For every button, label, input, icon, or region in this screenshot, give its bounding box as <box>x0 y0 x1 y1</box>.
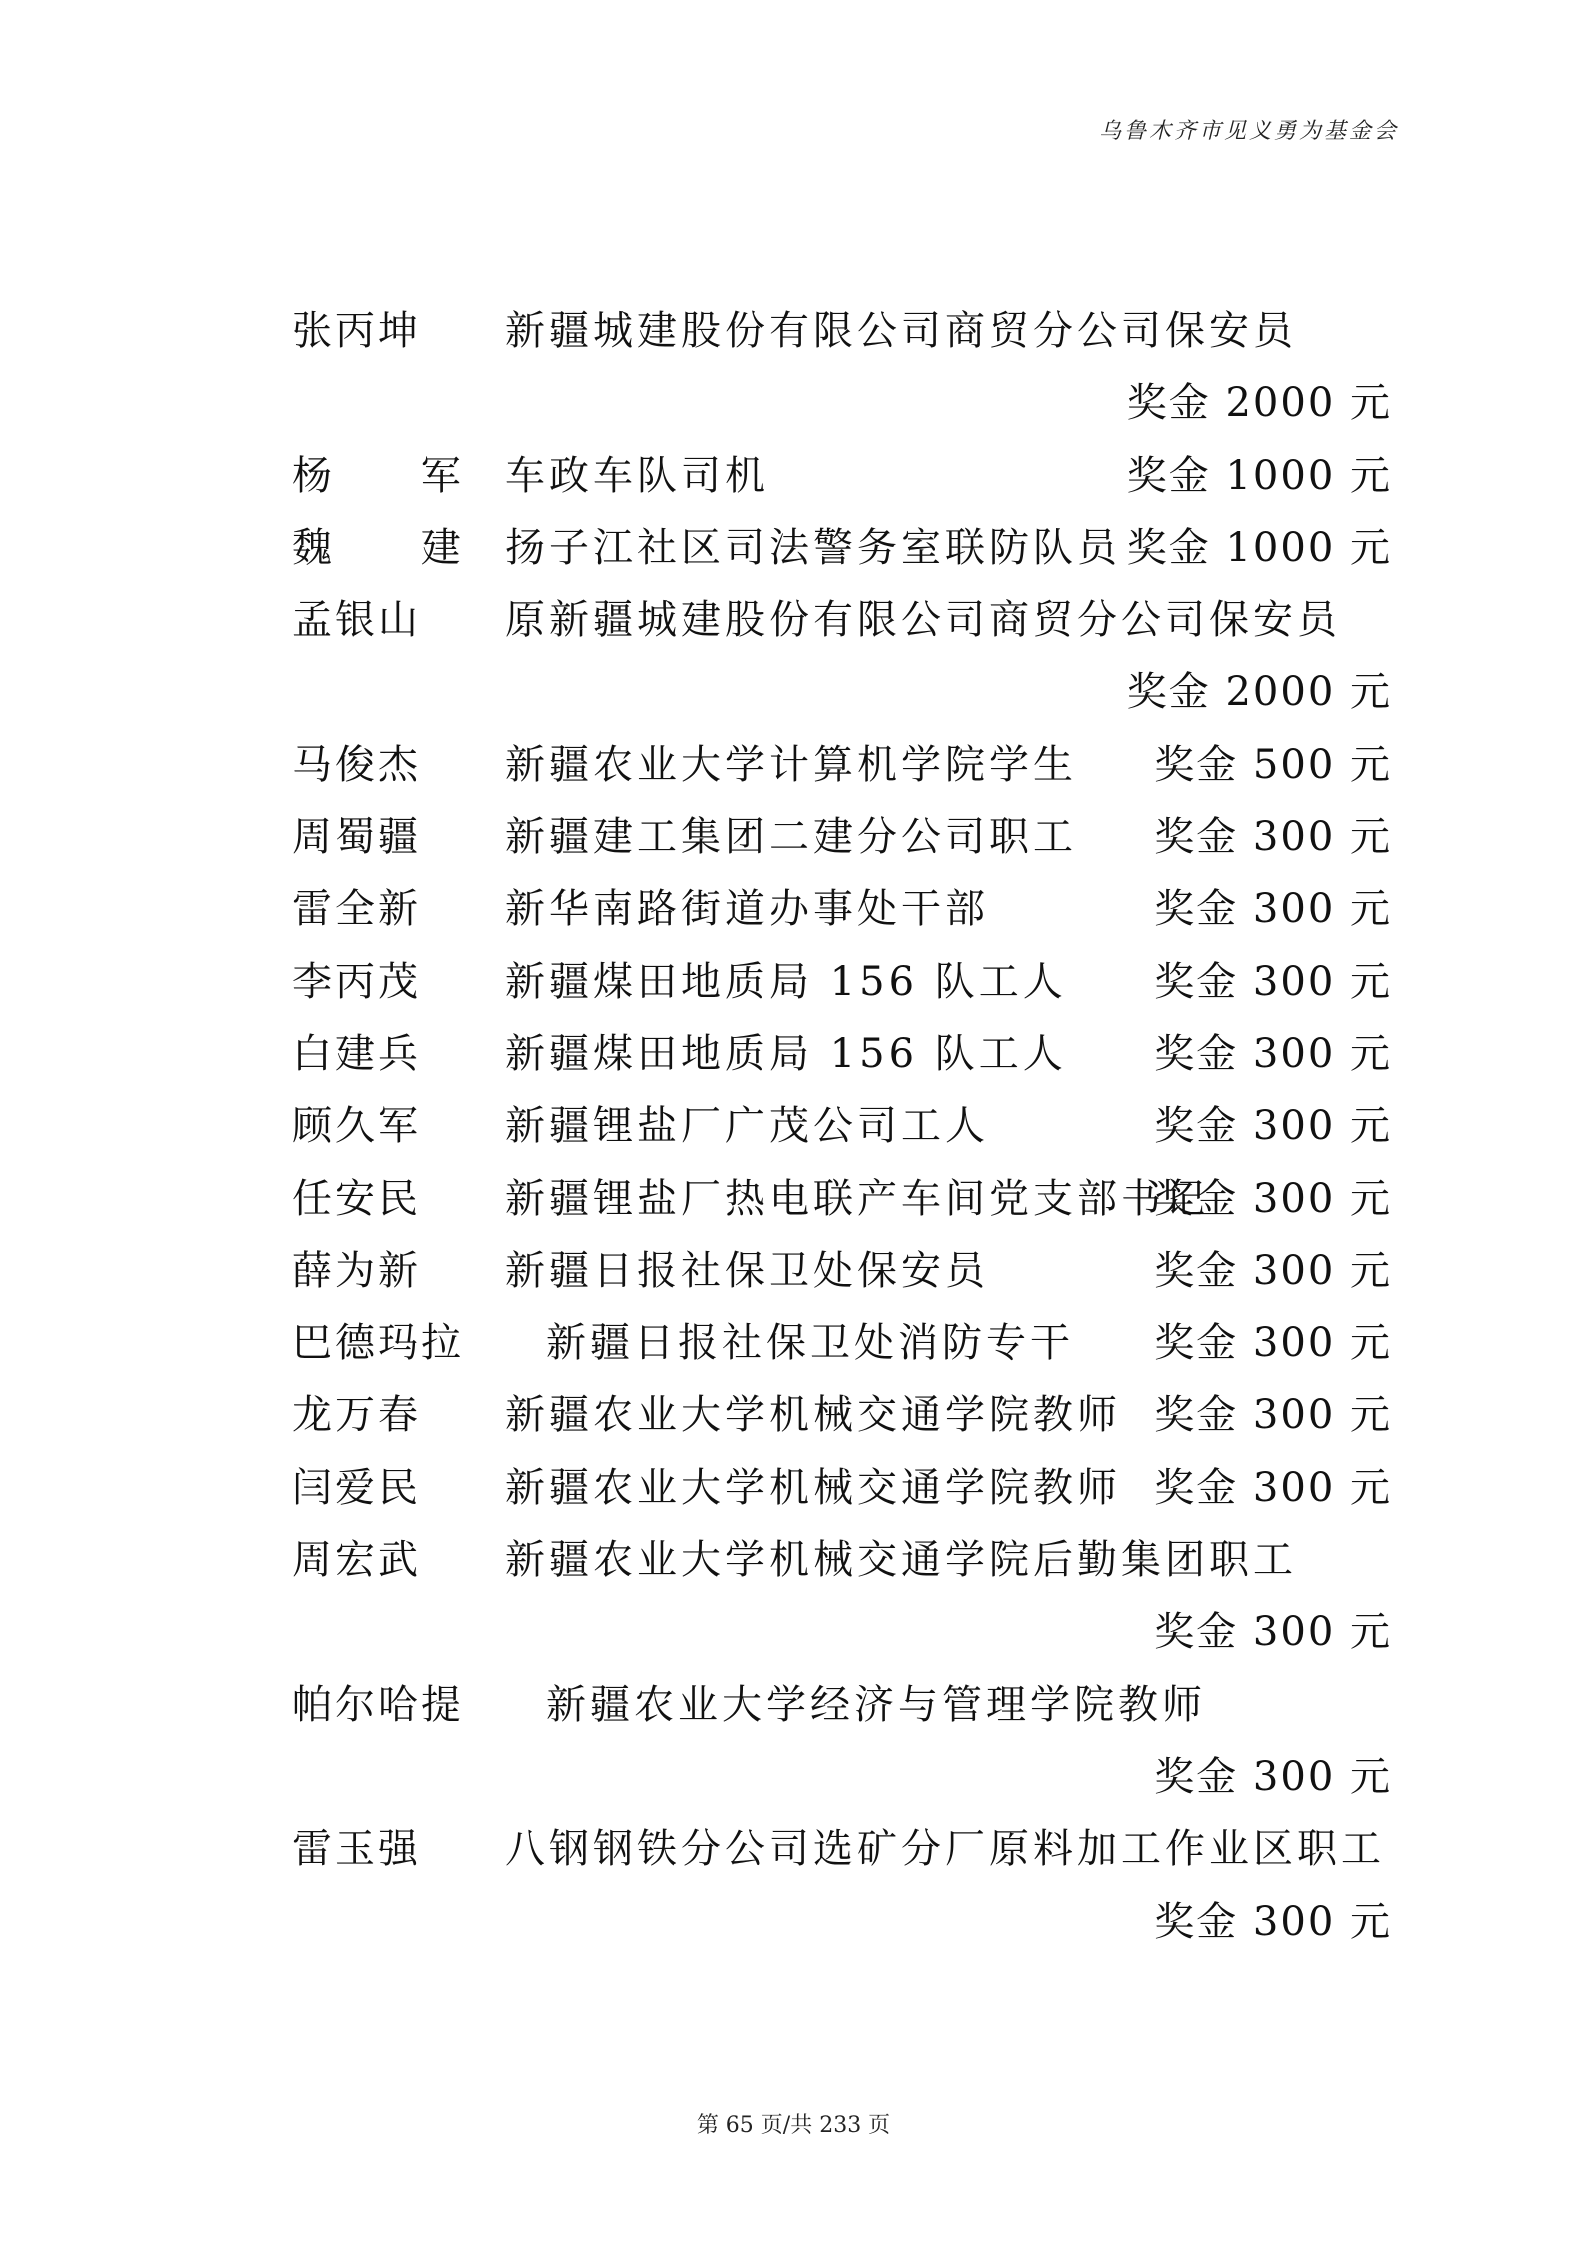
recipient-unit: 车政车队司机 <box>505 452 769 499</box>
award-entry <box>292 512 1392 584</box>
recipient-name: 帕尔哈提 <box>292 1681 464 1728</box>
award-entry <box>292 584 1392 656</box>
award-entry <box>292 873 1392 945</box>
recipient-name: 马俊杰 <box>292 741 421 788</box>
recipient-name: 周蜀疆 <box>292 814 421 861</box>
award-amount: 奖金 300 元 <box>1154 958 1392 1005</box>
recipient-unit: 新疆日报社保卫处保安员 <box>505 1247 989 1294</box>
award-entry <box>292 1813 1392 1885</box>
recipient-name: 周宏武 <box>292 1537 421 1584</box>
award-list <box>292 295 1392 1958</box>
award-entry <box>292 1307 1392 1379</box>
award-entry <box>292 1235 1392 1307</box>
award-amount: 奖金 500 元 <box>1154 741 1392 788</box>
award-amount: 奖金 300 元 <box>1154 1320 1392 1367</box>
award-amount: 奖金 300 元 <box>1154 1392 1392 1439</box>
award-amount: 奖金 300 元 <box>1154 1103 1392 1150</box>
award-entry <box>292 1669 1392 1741</box>
recipient-unit: 新华南路街道办事处干部 <box>505 886 989 933</box>
recipient-name: 魏 建 <box>292 524 499 571</box>
recipient-name: 巴德玛拉 <box>292 1320 464 1367</box>
recipient-unit: 新疆建工集团二建分公司职工 <box>505 814 1077 861</box>
award-amount: 奖金 300 元 <box>1154 1753 1392 1800</box>
recipient-unit: 新疆城建股份有限公司商贸分公司保安员 <box>505 308 1297 354</box>
award-amount: 奖金 300 元 <box>1154 814 1392 861</box>
recipient-name: 雷全新 <box>292 886 421 933</box>
award-entry <box>292 1452 1392 1524</box>
recipient-name: 顾久军 <box>292 1103 421 1150</box>
award-entry-continuation <box>292 1596 1392 1668</box>
document-header: 乌鲁木齐市见义勇为基金会 <box>1098 119 1399 144</box>
award-amount: 奖金 1000 元 <box>1126 452 1392 499</box>
recipient-unit: 新疆煤田地质局 156 队工人 <box>505 1030 1067 1077</box>
award-entry <box>292 1018 1392 1090</box>
award-entry <box>292 440 1392 512</box>
award-amount: 奖金 2000 元 <box>1126 380 1392 427</box>
award-entry-continuation <box>292 367 1392 439</box>
recipient-unit: 新疆日报社保卫处消防专干 <box>546 1320 1074 1367</box>
award-amount: 奖金 300 元 <box>1154 1609 1392 1656</box>
page-number: 第 65 页/共 233 页 <box>696 2113 891 2138</box>
recipient-unit: 新疆锂盐厂广茂公司工人 <box>505 1103 989 1150</box>
award-amount: 奖金 300 元 <box>1154 1464 1392 1511</box>
award-amount: 奖金 2000 元 <box>1126 669 1392 716</box>
recipient-name: 龙万春 <box>292 1392 421 1439</box>
award-entry <box>292 295 1392 367</box>
award-entry <box>292 801 1392 873</box>
recipient-unit: 新疆农业大学计算机学院学生 <box>505 741 1077 788</box>
award-entry <box>292 729 1392 801</box>
recipient-name: 闫爱民 <box>292 1464 421 1511</box>
award-amount: 奖金 300 元 <box>1154 1898 1392 1945</box>
award-entry <box>292 1090 1392 1162</box>
recipient-unit: 八钢钢铁分公司选矿分厂原料加工作业区职工 <box>505 1826 1385 1873</box>
award-entry <box>292 1163 1392 1235</box>
award-entry <box>292 1524 1392 1596</box>
award-entry-continuation <box>292 656 1392 728</box>
recipient-unit: 新疆农业大学机械交通学院教师 <box>505 1464 1121 1511</box>
award-entry <box>292 1379 1392 1451</box>
recipient-name: 杨 军 <box>292 452 499 499</box>
award-amount: 奖金 300 元 <box>1154 1030 1392 1077</box>
award-entry-continuation <box>292 1741 1392 1813</box>
award-entry <box>292 946 1392 1018</box>
recipient-name: 雷玉强 <box>292 1826 421 1873</box>
recipient-unit: 新疆锂盐厂热电联产车间党支部书记 <box>505 1175 1209 1222</box>
recipient-name: 孟银山 <box>292 597 421 644</box>
recipient-name: 白建兵 <box>292 1030 421 1077</box>
recipient-unit: 新疆农业大学机械交通学院教师 <box>505 1392 1121 1439</box>
recipient-name: 李丙茂 <box>292 958 421 1005</box>
recipient-unit: 新疆煤田地质局 156 队工人 <box>505 958 1067 1005</box>
recipient-unit: 扬子江社区司法警务室联防队员 <box>505 524 1121 571</box>
recipient-unit: 新疆农业大学机械交通学院后勤集团职工 <box>505 1537 1297 1584</box>
award-amount: 奖金 300 元 <box>1154 1175 1392 1222</box>
recipient-unit: 新疆农业大学经济与管理学院教师 <box>546 1681 1206 1728</box>
award-amount: 奖金 300 元 <box>1154 1247 1392 1294</box>
award-amount: 奖金 300 元 <box>1154 886 1392 933</box>
recipient-unit: 原新疆城建股份有限公司商贸分公司保安员 <box>505 597 1341 644</box>
recipient-name: 任安民 <box>292 1175 421 1222</box>
award-entry-continuation <box>292 1886 1392 1958</box>
award-amount: 奖金 1000 元 <box>1126 524 1392 571</box>
recipient-name: 薛为新 <box>292 1247 421 1294</box>
recipient-name: 张丙坤 <box>292 308 421 354</box>
